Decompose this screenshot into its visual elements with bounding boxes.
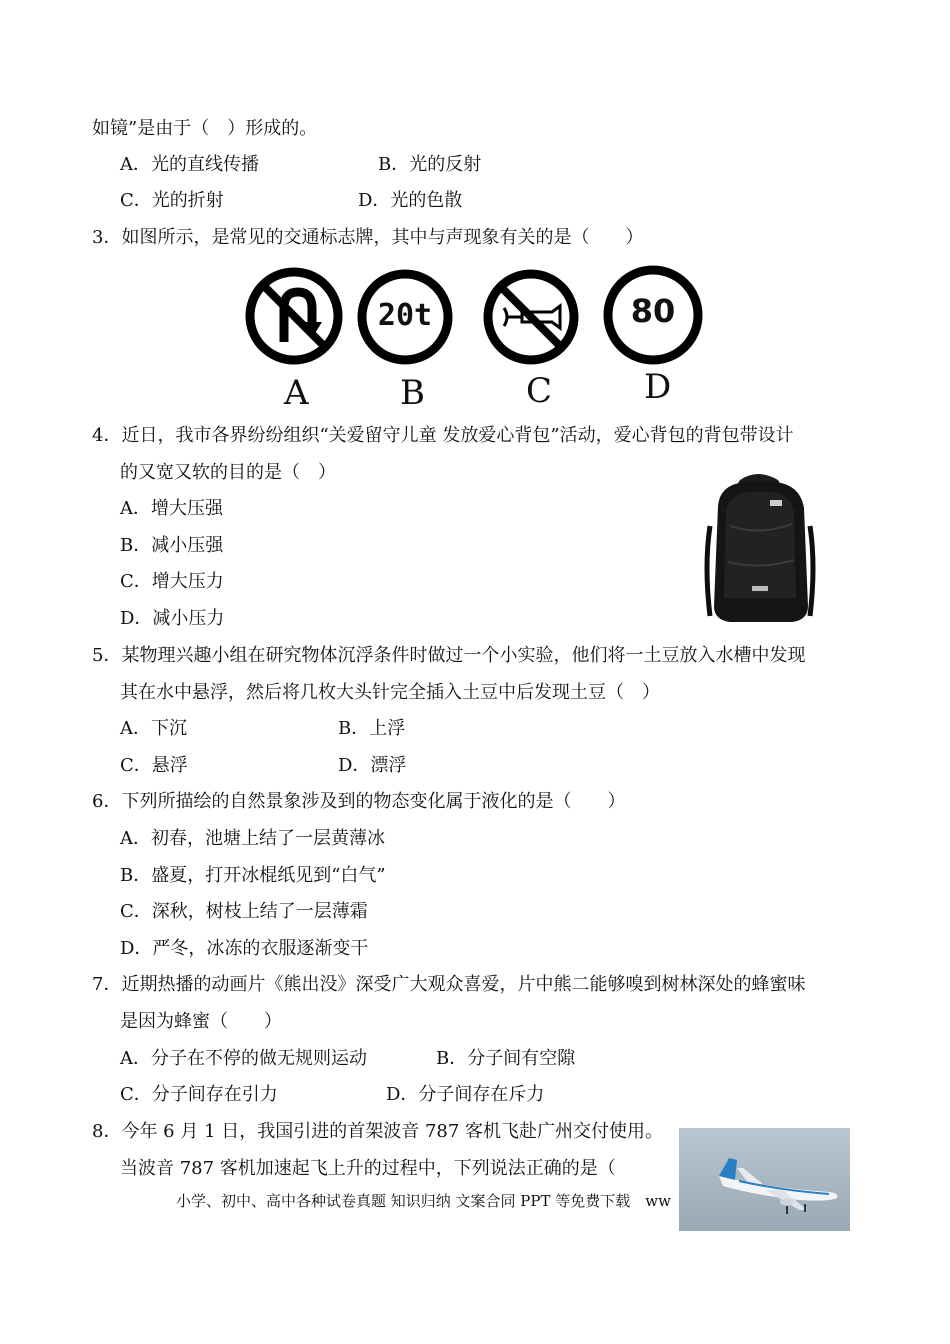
q7-stem-line1: 7．近期热播的动画片《熊出没》深受广大观众喜爱，片中熊二能够嗅到树林深处的蜂蜜味 [92, 974, 806, 995]
no-u-turn-sign-icon [244, 266, 344, 366]
q7-option-a: A．分子在不停的做无规则运动 [120, 1048, 367, 1069]
q6-stem: 6．下列所描绘的自然景象涉及到的物态变化属于液化的是（ ） [92, 791, 626, 812]
q4-option-c: C．增大压力 [120, 571, 224, 592]
q2-option-a: A．光的直线传播 [120, 154, 259, 175]
sign-letter-b: B [400, 373, 425, 413]
q4-option-a: A．增大压强 [120, 498, 223, 519]
airplane-image [679, 1128, 850, 1231]
speed-limit-sign-icon [602, 264, 704, 366]
sign-letter-c: C [526, 371, 553, 411]
q5-option-a: A．下沉 [120, 718, 187, 739]
page-footer: 小学、初中、高中各种试卷真题 知识归纳 文案合同 PPT 等免费下载 ww [176, 1192, 671, 1210]
q5-option-b: B．上浮 [338, 718, 406, 739]
q7-option-b: B．分子间有空隙 [436, 1048, 576, 1069]
weight-limit-sign-icon [356, 268, 454, 366]
q8-stem-line1: 8．今年 6 月 1 日，我国引进的首架波音 787 客机飞赴广州交付使用。 [92, 1121, 664, 1142]
no-horn-sign-icon [482, 268, 580, 366]
q2-option-d: D．光的色散 [358, 190, 463, 211]
q5-option-d: D．漂浮 [338, 755, 407, 776]
q2-stem-tail: 如镜”是由于（ ）形成的。 [92, 118, 318, 139]
q3-stem: 3．如图所示，是常见的交通标志牌，其中与声现象有关的是（ ） [92, 227, 644, 248]
q2-option-b: B．光的反射 [378, 154, 482, 175]
q4-option-d: D．减小压力 [120, 608, 225, 629]
backpack-image [700, 466, 818, 628]
q5-option-c: C．悬浮 [120, 755, 188, 776]
q7-option-c: C．分子间存在引力 [120, 1084, 278, 1105]
q4-stem-line1: 4．近日，我市各界纷纷组织“关爱留守儿童 发放爱心背包”活动，爱心背包的背包带设计 [92, 425, 794, 446]
q2-option-c: C．光的折射 [120, 190, 224, 211]
sign-letter-d: D [644, 367, 672, 407]
speed-limit-text: 80 [630, 292, 676, 330]
q7-option-d: D．分子间存在斥力 [386, 1084, 545, 1105]
q5-stem-line1: 5．某物理兴趣小组在研究物体沉浮条件时做过一个小实验，他们将一土豆放入水槽中发现 [92, 645, 806, 666]
q4-stem-line2: 的又宽又软的目的是（ ） [120, 462, 336, 483]
q4-option-b: B．减小压强 [120, 535, 224, 556]
q6-option-d: D．严冬，冰冻的衣服逐渐变干 [120, 938, 369, 959]
q5-stem-line2: 其在水中悬浮，然后将几枚大头针完全插入土豆中后发现土豆（ ） [120, 682, 660, 703]
q7-stem-line2: 是因为蜂蜜（ ） [120, 1011, 282, 1032]
sign-letter-a: A [284, 373, 309, 413]
q6-option-a: A．初春，池塘上结了一层黄薄冰 [120, 828, 385, 849]
q8-stem-line2: 当波音 787 客机加速起飞上升的过程中，下列说法正确的是（ [120, 1158, 616, 1179]
q6-option-b: B．盛夏，打开冰棍纸见到“白气” [120, 865, 386, 886]
weight-limit-text: 20t [377, 298, 433, 333]
q6-option-c: C．深秋，树枝上结了一层薄霜 [120, 901, 368, 922]
